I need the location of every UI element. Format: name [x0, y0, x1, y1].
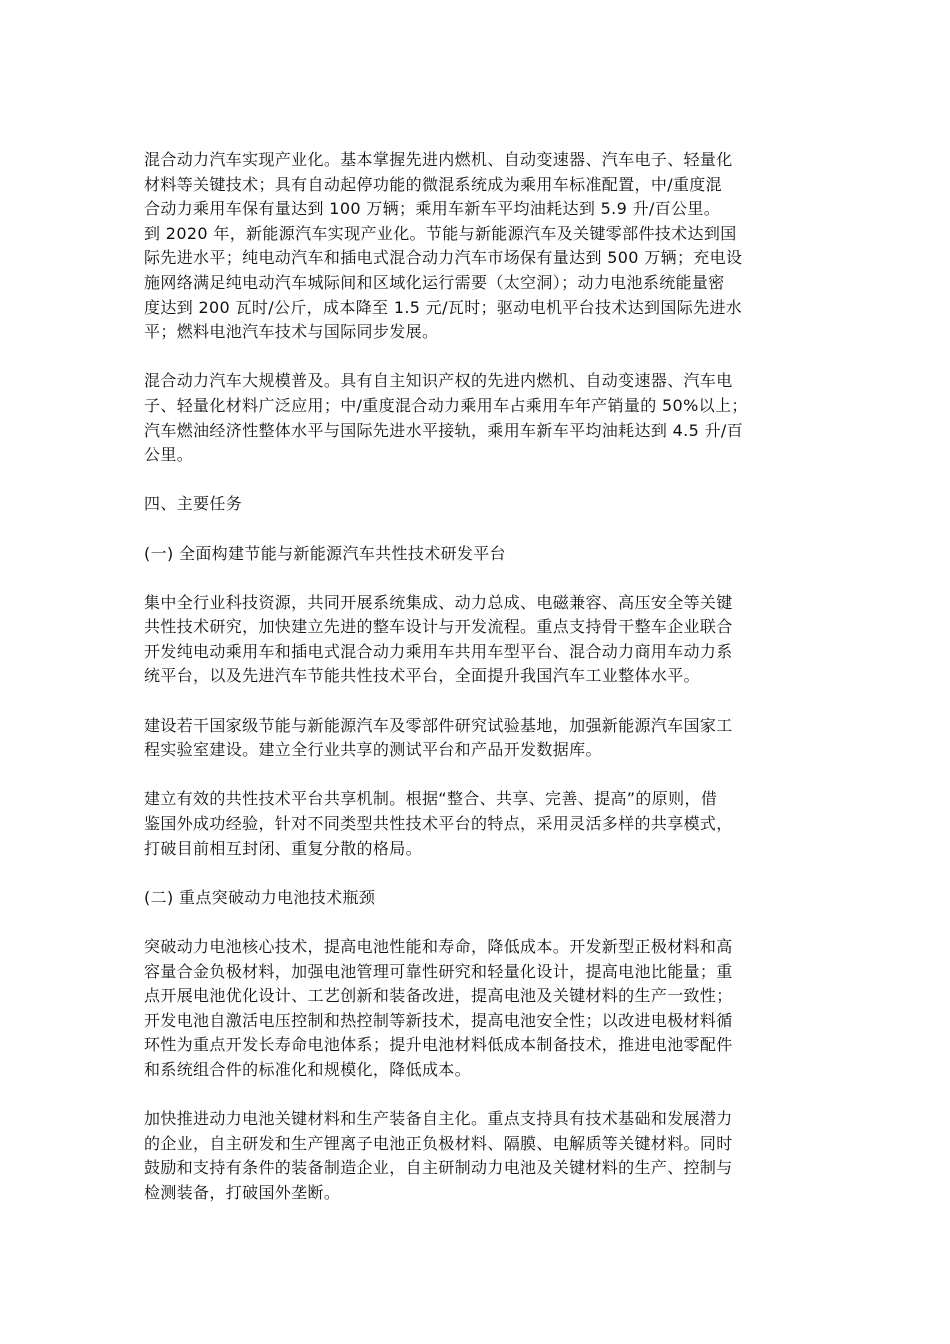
text-line: 开发纯电动乘用车和插电式混合动力乘用车共用车型平台、混合动力商用车动力系 [144, 641, 733, 661]
text-line: 加快推进动力电池关键材料和生产装备自主化。重点支持具有技术基础和发展潜力 [144, 1109, 733, 1129]
text-line: 突破动力电池核心技术，提高电池性能和寿命，降低成本。开发新型正极材料和高 [144, 937, 733, 956]
text-line: 容量合金负极材料，加强电池管理可靠性研究和轻量化设计，提高电池比能量；重 [144, 961, 733, 981]
text-line: 建设若干国家级节能与新能源汽车及零部件研究试验基地，加强新能源汽车国家工 [144, 715, 733, 735]
text-line: 统平台，以及先进汽车节能共性技术平台，全面提升我国汽车工业整体水平。 [144, 666, 700, 686]
paragraph-spacer [144, 763, 810, 788]
text-line: 到 2020 年，新能源汽车实现产业化。节能与新能源汽车及关键零部件技术达到国 [144, 223, 737, 243]
text-line: 和系统组合件的标准化和规模化，降低成本。 [144, 1059, 472, 1079]
text-line: 合动力乘用车保有量达到 100 万辆；乘用车新车平均油耗达到 5.9 升/百公里。 [144, 199, 721, 219]
text-line: 汽车燃油经济性整体水平与国际先进水平接轨，乘用车新车平均油耗达到 4.5 升/百 [144, 420, 744, 440]
text-line: 子、轻量化材料广泛应用；中/重度混合动力乘用车占乘用车年产销量的 50%以上； [144, 395, 748, 415]
text-line: 环性为重点开发长寿命电池体系；提升电池材料低成本制备技术，推进电池零配件 [144, 1035, 733, 1055]
text-line: 材料等关键技术；具有自动起停功能的微混系统成为乘用车标准配置，中/重度混 [144, 174, 722, 194]
paragraph-spacer [144, 689, 810, 714]
text-line: (二) 重点突破动力电池技术瓶颈 [144, 887, 376, 907]
paragraph-spacer [144, 468, 810, 493]
text-line: 共性技术研究，加快建立先进的整车设计与开发流程。重点支持骨干整车企业联合 [144, 617, 733, 637]
text-line: 的企业，自主研发和生产锂离子电池正负极材料、隔膜、电解质等关键材料。同时 [144, 1133, 733, 1153]
paragraph [144, 787, 810, 861]
text-line: 打破目前相互封闭、重复分散的格局。 [144, 838, 422, 858]
text-line: 建立有效的共性技术平台共享机制。根据“整合、共享、完善、提高”的原则，借 [144, 789, 718, 809]
paragraph [144, 935, 810, 1083]
paragraph [144, 222, 810, 345]
paragraph-spacer [144, 1083, 810, 1108]
text-line: 程实验室建设。建立全行业共享的测试平台和产品开发数据库。 [144, 740, 602, 760]
text-line: 点开展电池优化设计、工艺创新和装备改进，提高电池及关键材料的生产一致性； [144, 986, 733, 1006]
text-line: 混合动力汽车实现产业化。基本掌握先进内燃机、自动变速器、汽车电子、轻量化 [144, 150, 733, 169]
paragraph [144, 714, 810, 763]
text-line: (一) 全面构建节能与新能源汽车共性技术研发平台 [144, 543, 506, 563]
paragraph [144, 369, 810, 467]
paragraph [144, 1107, 810, 1205]
text-line: 平；燃料电池汽车技术与国际同步发展。 [144, 322, 439, 342]
text-line: 混合动力汽车大规模普及。具有自主知识产权的先进内燃机、自动变速器、汽车电 [144, 371, 733, 391]
text-line: 四、主要任务 [144, 494, 243, 514]
paragraph [144, 148, 810, 222]
paragraph-spacer [144, 861, 810, 886]
paragraph-spacer [144, 345, 810, 370]
text-line: 度达到 200 瓦时/公斤，成本降至 1.5 元/瓦时；驱动电机平台技术达到国际先进水 [144, 297, 743, 317]
paragraph [144, 492, 810, 517]
paragraph [144, 542, 810, 567]
text-line: 鉴国外成功经验，针对不同类型共性技术平台的特点，采用灵活多样的共享模式， [144, 814, 733, 834]
paragraph-spacer [144, 910, 810, 935]
text-line: 检测装备，打破国外垄断。 [144, 1182, 341, 1202]
paragraph-spacer [144, 566, 810, 591]
paragraph [144, 591, 810, 689]
text-line: 施网络满足纯电动汽车城际间和区域化运行需要（太空洞）；动力电池系统能量密 [144, 272, 725, 292]
text-line: 公里。 [144, 445, 194, 465]
text-line: 开发电池自激活电压控制和热控制等新技术，提高电池安全性；以改进电极材料循 [144, 1010, 733, 1030]
paragraph-spacer [144, 517, 810, 542]
paragraph [144, 886, 810, 911]
text-line: 际先进水平；纯电动汽车和插电式混合动力汽车市场保有量达到 500 万辆；充电设 [144, 248, 743, 268]
text-line: 鼓励和支持有条件的装备制造企业，自主研制动力电池及关键材料的生产、控制与 [144, 1158, 733, 1178]
text-line: 集中全行业科技资源，共同开展系统集成、动力总成、电磁兼容、高压安全等关键 [144, 592, 733, 612]
document-body [144, 148, 810, 1206]
